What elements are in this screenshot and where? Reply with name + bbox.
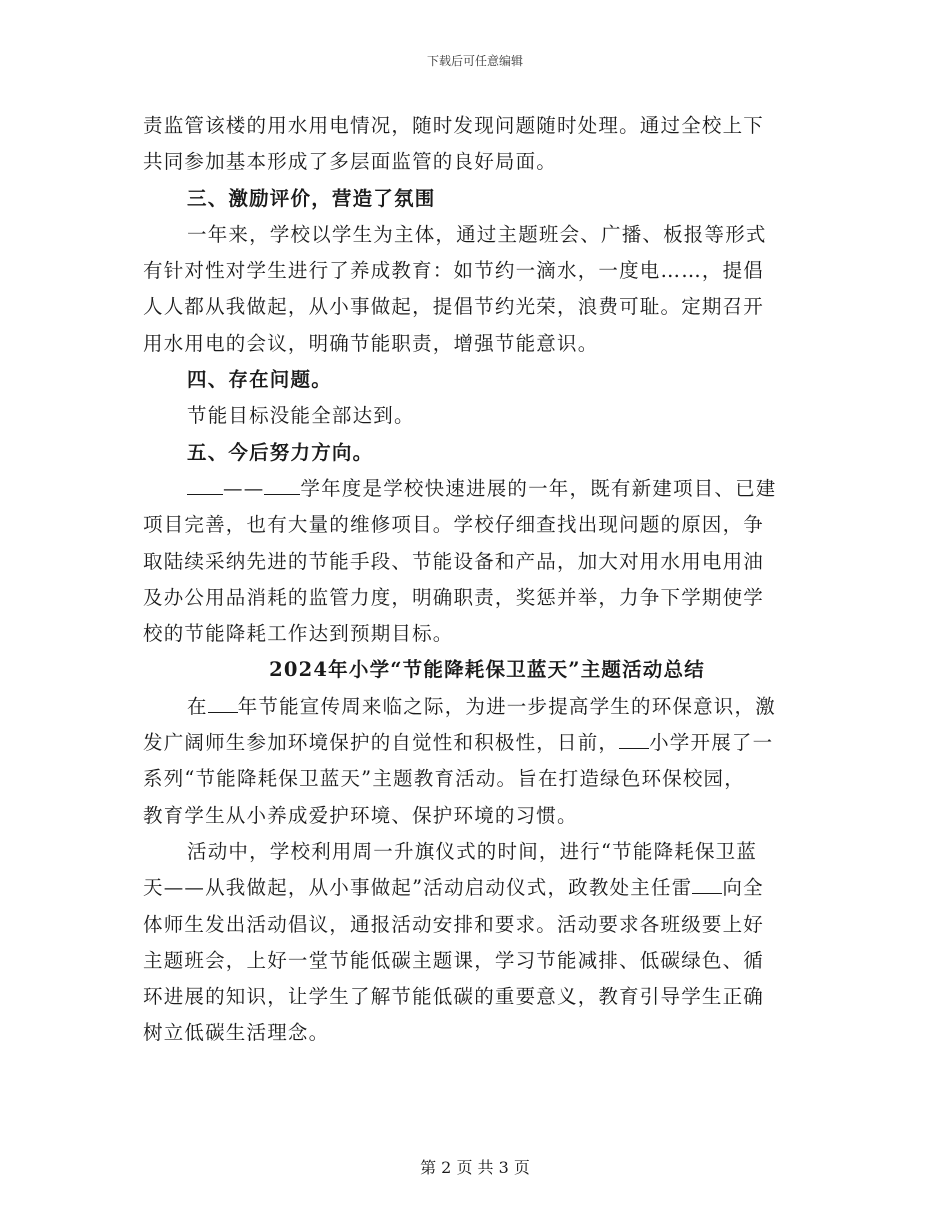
paragraph-line: 责监管该楼的用水用电情况，随时发现问题随时处理。通过全校上下 <box>143 114 765 137</box>
line-text: 在 <box>187 694 208 718</box>
page-footer: 第 2 页 共 3 页 <box>420 1158 530 1177</box>
paragraph-line: 节能目标没能全部达到。 <box>187 404 415 428</box>
section-heading-5: 五、今后努力方向。 <box>187 440 374 464</box>
fill-blank <box>619 730 649 749</box>
paragraph-line: 活动中，学校利用周一升旗仪式的时间，进行“节能降耗保卫蓝 <box>187 839 758 863</box>
line-text: 天——从我做起，从小事做起”活动启动仪式，政教处主任雷 <box>143 876 693 900</box>
article-title: 2024年小学“节能降耗保卫蓝天”主题活动总结 <box>269 658 705 682</box>
line-text: 学年度是学校快速进展的一年，既有新建项目、已建 <box>300 476 777 500</box>
paragraph-line: 及办公用品消耗的监管力度，明确职责，奖惩并举，力争下学期使学 <box>143 585 765 609</box>
line-text: 发广阔师生参加环境保护的自觉性和积极性，日前， <box>143 731 620 755</box>
paragraph-line: 环进展的知识，让学生了解节能低碳的重要意义，教育引导学生正确 <box>143 985 765 1009</box>
section-heading-3: 三、激励评价，营造了氛围 <box>187 186 436 210</box>
paragraph-line: 项目完善，也有大量的维修项目。学校仔细查找出现问题的原因，争 <box>143 513 765 537</box>
line-text: 向全 <box>722 876 764 900</box>
paragraph-line: 系列“节能降耗保卫蓝天”主题教育活动。旨在打造绿色环保校园， <box>143 767 745 791</box>
paragraph-line: 校的节能降耗工作达到预期目标。 <box>143 622 454 646</box>
fill-blank <box>208 694 238 713</box>
paragraph-line: 人人都从我做起，从小事做起，提倡节约光荣，浪费可耻。定期召开 <box>143 295 765 319</box>
fill-blank <box>187 476 223 495</box>
paragraph-line <box>143 725 805 761</box>
paragraph-line: 用水用电的会议，明确节能职责，增强节能意识。 <box>143 331 599 355</box>
paragraph-line: 共同参加基本形成了多层面监管的良好局面。 <box>143 150 558 174</box>
line-text: 年节能宣传周来临之际，为进一步提高学生的环保意识，激 <box>237 694 776 718</box>
paragraph-line <box>143 870 805 906</box>
fill-blank <box>692 875 722 894</box>
document-body <box>143 108 805 1052</box>
paragraph-line: 教育学生从小养成爱护环境、保护环境的习惯。 <box>143 803 578 827</box>
fill-blank <box>264 476 300 495</box>
paragraph-line <box>143 471 805 507</box>
page-header: 下载后可任意编辑 <box>426 54 523 68</box>
paragraph-line: 体师生发出活动倡议，通报活动安排和要求。活动要求各班级要上好 <box>143 912 765 936</box>
dash-text: —— <box>223 476 265 500</box>
paragraph-line: 取陆续采纳先进的节能手段、节能设备和产品，加大对用水用电用油 <box>143 549 765 573</box>
paragraph-line: 主题班会，上好一堂节能低碳主题课，学习节能减排、低碳绿色、循 <box>143 948 765 972</box>
paragraph-line: 一年来，学校以学生为主体，通过主题班会、广播、板报等形式 <box>187 222 767 246</box>
paragraph-line <box>143 689 805 725</box>
paragraph-line: 树立低碳生活理念。 <box>143 1021 330 1045</box>
paragraph-line: 有针对性对学生进行了养成教育：如节约一滴水，一度电……，提倡 <box>143 259 765 283</box>
line-text: 小学开展了一 <box>649 731 774 755</box>
section-heading-4: 四、存在问题。 <box>187 368 332 392</box>
